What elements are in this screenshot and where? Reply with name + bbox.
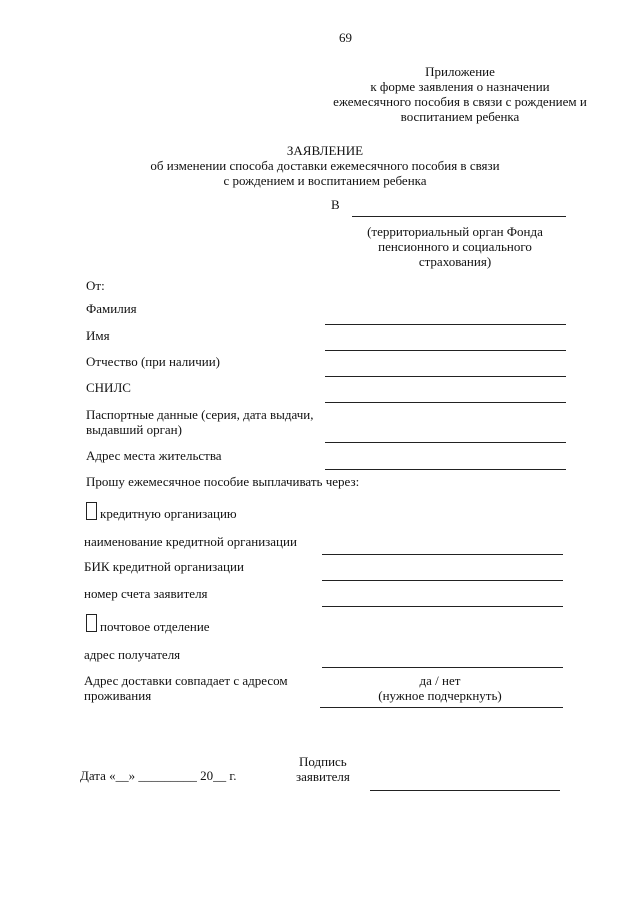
document-title: ЗАЯВЛЕНИЕ (286, 143, 364, 158)
residence-field-line[interactable] (325, 469, 566, 470)
residence-label: Адрес места жительства (86, 448, 222, 463)
credit-organization-label: кредитную организацию (100, 506, 237, 521)
account-number-field-line[interactable] (322, 606, 563, 607)
bank-name-field-line[interactable] (322, 554, 563, 555)
passport-label-line-2: выдавший орган) (86, 422, 182, 437)
date-field[interactable]: Дата «__» _________ 20__ г. (80, 768, 237, 783)
yes-no-option[interactable]: да / нет (419, 673, 461, 688)
address-match-field-line[interactable] (320, 707, 563, 708)
bik-label: БИК кредитной организации (84, 559, 244, 574)
passport-field-line[interactable] (325, 442, 566, 443)
addressee-hint-2: пенсионного и социального (378, 239, 532, 254)
from-label: От: (86, 278, 105, 293)
credit-organization-checkbox[interactable] (86, 502, 97, 520)
post-office-checkbox[interactable] (86, 614, 97, 632)
addressee-hint-3: страхования) (418, 254, 492, 269)
address-match-label-line-2: проживания (84, 688, 152, 703)
appendix-line-4: воспитанием ребенка (400, 109, 520, 124)
payment-request-text: Прошу ежемесячное пособие выплачивать через: (86, 474, 360, 489)
snils-field-line[interactable] (325, 402, 566, 403)
passport-label-line-1: Паспортные данные (серия, дата выдачи, (86, 407, 314, 422)
document-title-line-2: об изменении способа доставки ежемесячного пособия в связи (150, 158, 500, 173)
page-number: 69 (339, 30, 352, 45)
addressee-prefix: В (331, 197, 340, 212)
surname-field-line[interactable] (325, 324, 566, 325)
address-match-label-line-1: Адрес доставки совпадает с адресом (84, 673, 288, 688)
recipient-address-field-line[interactable] (322, 667, 563, 668)
patronymic-field-line[interactable] (325, 376, 566, 377)
underline-hint: (нужное подчеркнуть) (378, 688, 502, 703)
addressee-hint-1: (территориальный орган Фонда (367, 224, 543, 239)
snils-label: СНИЛС (86, 380, 131, 395)
surname-label: Фамилия (86, 301, 137, 316)
signature-label-line-1: Подпись (299, 754, 347, 769)
account-number-label: номер счета заявителя (84, 586, 208, 601)
recipient-address-label: адрес получателя (84, 647, 181, 662)
signature-label-line-2: заявителя (296, 769, 350, 784)
appendix-line-3: ежемесячного пособия в связи с рождением и (333, 94, 587, 109)
post-office-label: почтовое отделение (100, 619, 210, 634)
addressee-field-line[interactable] (352, 216, 566, 217)
appendix-line-1: Приложение (425, 64, 495, 79)
name-field-line[interactable] (325, 350, 566, 351)
document-title-line-3: с рождением и воспитанием ребенка (223, 173, 427, 188)
signature-field-line[interactable] (370, 790, 560, 791)
bank-name-label: наименование кредитной организации (84, 534, 297, 549)
patronymic-label: Отчество (при наличии) (86, 354, 221, 369)
name-label: Имя (86, 328, 110, 343)
bik-field-line[interactable] (322, 580, 563, 581)
appendix-line-2: к форме заявления о назначении (370, 79, 550, 94)
